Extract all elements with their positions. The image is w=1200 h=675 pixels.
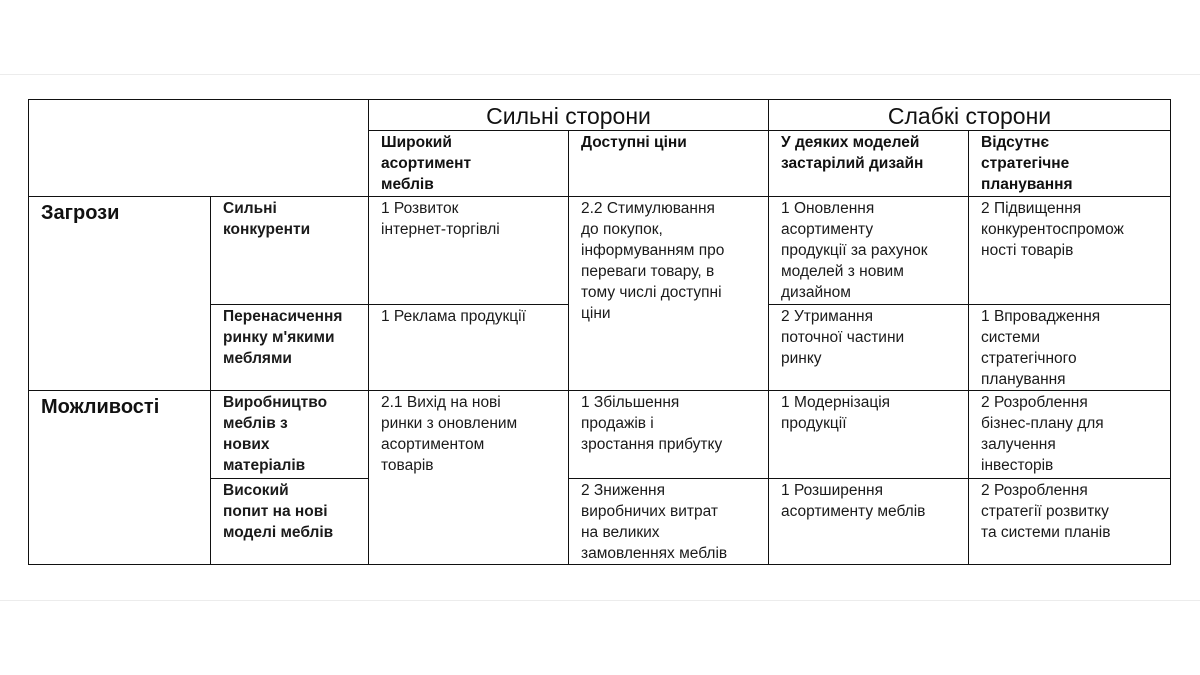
cell-threats-strength2: 2.2 Стимулювання до покупок, інформуванням про переваги товару, в тому числі доступні ціни bbox=[569, 197, 769, 391]
page-bottom-divider bbox=[0, 600, 1200, 601]
threat-market-saturation: Перенасичення ринку м'якими меблями bbox=[211, 305, 369, 391]
opportunity-high-demand: Високий попит на нові моделі меблів bbox=[211, 479, 369, 565]
corner-cell bbox=[29, 100, 369, 197]
weaknesses-header: Слабкі сторони bbox=[769, 100, 1171, 131]
cell-opportunity1-weakness1: 1 Модернізація продукції bbox=[769, 391, 969, 479]
column-header-outdated-design: У деяких моделей застарілий дизайн bbox=[769, 131, 969, 197]
threats-row-1 bbox=[29, 197, 1171, 305]
cell-threat1-weakness1: 1 Оновлення асортименту продукції за рахунок моделей з новим дизайном bbox=[769, 197, 969, 305]
column-header-wide-assortment: Широкий асортимент меблів bbox=[369, 131, 569, 197]
cell-opportunity2-weakness1: 1 Розширення асортименту меблів bbox=[769, 479, 969, 565]
threats-label: Загрози bbox=[41, 202, 120, 224]
cell-opportunity2-strength2: 2 Зниження виробничих витрат на великих замовленнях меблів bbox=[569, 479, 769, 565]
threats-group-cell bbox=[29, 197, 211, 391]
header-row-groups bbox=[29, 100, 1171, 131]
opportunities-label: Можливості bbox=[41, 396, 160, 418]
strengths-header: Сильні сторони bbox=[369, 100, 769, 131]
opportunity-new-materials: Виробництво меблів з нових матеріалів bbox=[211, 391, 369, 479]
cell-opportunity1-strength2: 1 Збільшення продажів і зростання прибутку bbox=[569, 391, 769, 479]
cell-opportunity2-weakness2: 2 Розроблення стратегії розвитку та системи планів bbox=[969, 479, 1171, 565]
swot-table bbox=[28, 99, 1171, 565]
cell-opportunities-strength1: 2.1 Вихід на нові ринки з оновленим асортиментом товарів bbox=[369, 391, 569, 565]
page-top-divider bbox=[0, 74, 1200, 75]
column-header-affordable-prices: Доступні ціни bbox=[569, 131, 769, 197]
column-header-no-strategic-planning: Відсутнє стратегічне планування bbox=[969, 131, 1171, 197]
threat-strong-competitors: Сильні конкуренти bbox=[211, 197, 369, 305]
opportunities-group-cell bbox=[29, 391, 211, 565]
cell-threat2-strength1: 1 Реклама продукції bbox=[369, 305, 569, 391]
cell-opportunity1-weakness2: 2 Розроблення бізнес-плану для залучення інвесторів bbox=[969, 391, 1171, 479]
cell-threat1-strength1: 1 Розвиток інтернет-торгівлі bbox=[369, 197, 569, 305]
cell-threat2-weakness2: 1 Впровадження системи стратегічного планування bbox=[969, 305, 1171, 391]
cell-threat1-weakness2: 2 Підвищення конкурентоспромож ності товарів bbox=[969, 197, 1171, 305]
opportunities-row-1 bbox=[29, 391, 1171, 479]
cell-threat2-weakness1: 2 Утримання поточної частини ринку bbox=[769, 305, 969, 391]
